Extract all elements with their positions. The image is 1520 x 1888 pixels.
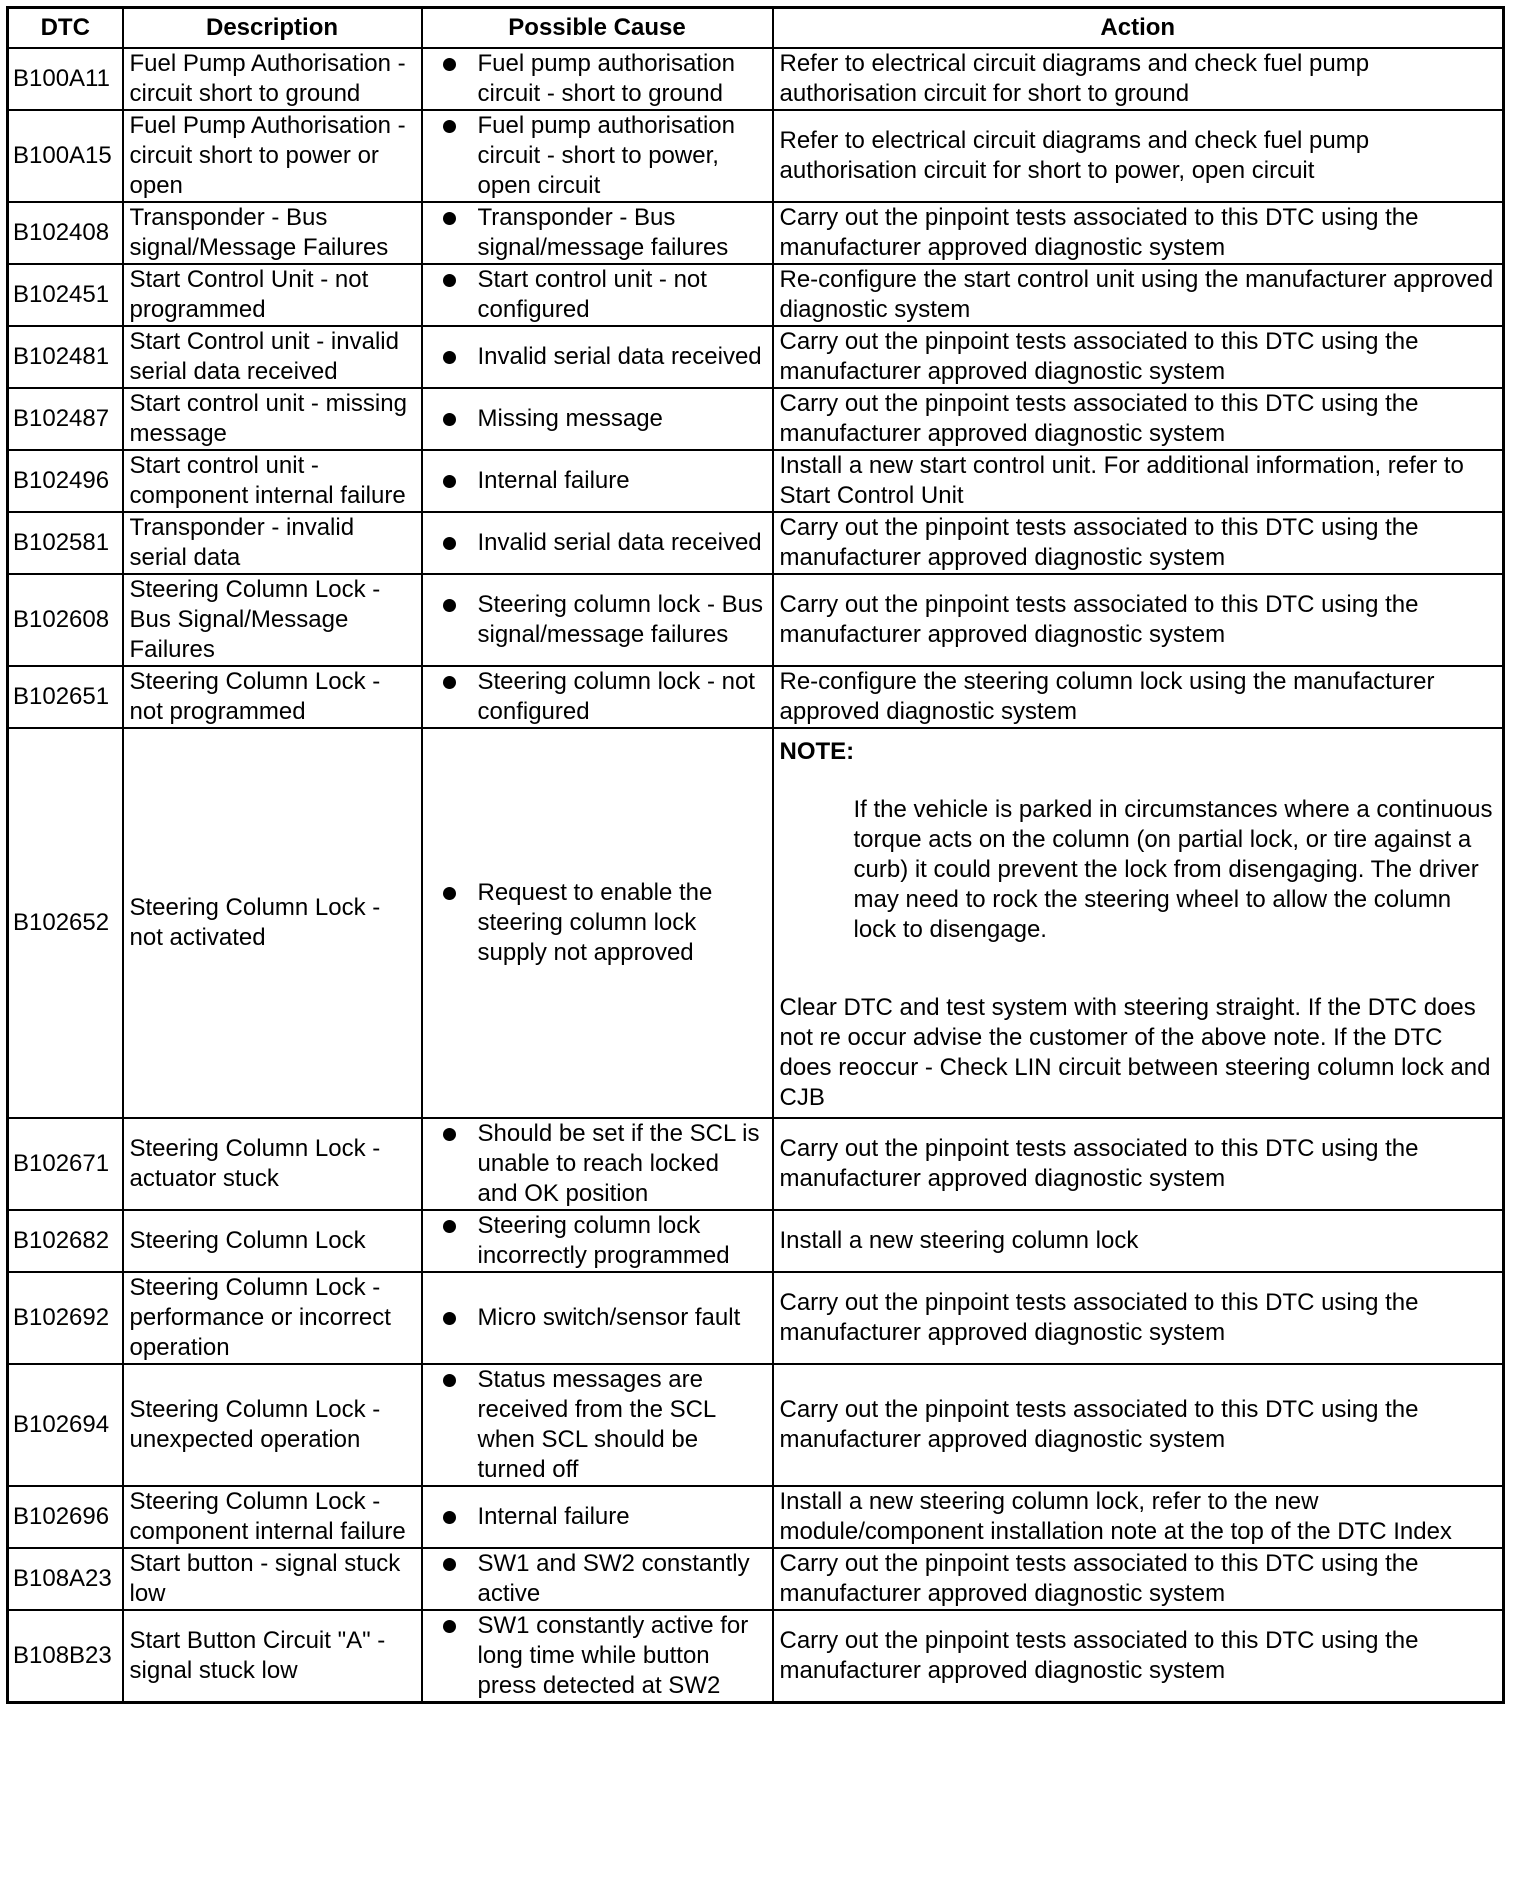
- dtc-description: Start button - signal stuck low: [123, 1548, 422, 1610]
- dtc-description: Start Button Circuit "A" - signal stuck low: [123, 1610, 422, 1703]
- bullet-icon: [443, 1312, 456, 1325]
- header-dtc: DTC: [8, 8, 123, 49]
- possible-cause: [422, 1118, 773, 1210]
- bullet-icon: [443, 351, 456, 364]
- possible-cause: [422, 1548, 773, 1610]
- dtc-code: B108B23: [8, 1610, 123, 1703]
- header-possible-cause: Possible Cause: [422, 8, 773, 49]
- table-row: [8, 388, 1504, 450]
- table-row: [8, 264, 1504, 326]
- dtc-code: B102451: [8, 264, 123, 326]
- action-text: Refer to electrical circuit diagrams and check fuel pump authorisation circuit for short to ground: [773, 48, 1504, 110]
- bullet-icon: [443, 274, 456, 287]
- cause-text: Fuel pump authorisation circuit - short to power, open circuit: [477, 112, 735, 199]
- cause-text: Start control unit - not configured: [477, 266, 707, 323]
- dtc-description: Steering Column Lock - performance or incorrect operation: [123, 1272, 422, 1364]
- bullet-icon: [443, 1558, 456, 1571]
- bullet-icon: [443, 475, 456, 488]
- dtc-code: B100A11: [8, 48, 123, 110]
- action-cell: [773, 728, 1504, 1118]
- bullet-icon: [443, 212, 456, 225]
- note-text: If the vehicle is parked in circumstances where a continuous torque acts on the column (on partial lock, or tire against a curb) it could prevent the lock from disengaging. The driver may need to rock the steering wheel to allow the column lock to disengage.: [853, 796, 1493, 943]
- bullet-icon: [443, 1374, 456, 1387]
- bullet-icon: [443, 1128, 456, 1141]
- action-text: Carry out the pinpoint tests associated to this DTC using the manufacturer approved diagnostic system: [773, 1118, 1504, 1210]
- dtc-code: B102651: [8, 666, 123, 728]
- action-text: Carry out the pinpoint tests associated to this DTC using the manufacturer approved diagnostic system: [773, 512, 1504, 574]
- header-description: Description: [123, 8, 422, 49]
- cause-text: Steering column lock - not configured: [477, 668, 755, 725]
- table-row: [8, 574, 1504, 666]
- cause-text: Micro switch/sensor fault: [477, 1304, 741, 1331]
- possible-cause: [422, 110, 773, 202]
- action-text: Carry out the pinpoint tests associated to this DTC using the manufacturer approved diagnostic system: [773, 1548, 1504, 1610]
- dtc-code: B102408: [8, 202, 123, 264]
- dtc-code: B102608: [8, 574, 123, 666]
- action-text: Carry out the pinpoint tests associated to this DTC using the manufacturer approved diagnostic system: [773, 1364, 1504, 1486]
- table-row: [8, 110, 1504, 202]
- cause-text: Status messages are received from the SCL when SCL should be turned off: [477, 1366, 716, 1483]
- possible-cause: [422, 1210, 773, 1272]
- dtc-description: Transponder - invalid serial data: [123, 512, 422, 574]
- table-row: [8, 512, 1504, 574]
- cause-text: SW1 and SW2 constantly active: [477, 1550, 750, 1607]
- possible-cause: [422, 1364, 773, 1486]
- action-text: Clear DTC and test system with steering straight. If the DTC does not re occur advise the customer of the above note. If the DTC does reoccur - Check LIN circuit between steering column lock and CJB: [779, 994, 1491, 1111]
- header-row: [8, 8, 1504, 49]
- dtc-table-sheet: [6, 6, 1502, 1704]
- table-row: [8, 48, 1504, 110]
- dtc-description: Start Control unit - invalid serial data received: [123, 326, 422, 388]
- table-row: [8, 1364, 1504, 1486]
- dtc-code: B102694: [8, 1364, 123, 1486]
- cause-text: Internal failure: [477, 1503, 630, 1530]
- table-row: [8, 202, 1504, 264]
- table-row: [8, 1486, 1504, 1548]
- action-text: Carry out the pinpoint tests associated to this DTC using the manufacturer approved diagnostic system: [773, 388, 1504, 450]
- bullet-icon: [443, 676, 456, 689]
- table-row: [8, 1210, 1504, 1272]
- action-text: Re-configure the start control unit using the manufacturer approved diagnostic system: [773, 264, 1504, 326]
- dtc-code: B102652: [8, 728, 123, 1118]
- dtc-code: B102487: [8, 388, 123, 450]
- dtc-code: B102481: [8, 326, 123, 388]
- bullet-icon: [443, 1620, 456, 1633]
- action-text: Install a new start control unit. For additional information, refer to Start Control Unit: [773, 450, 1504, 512]
- action-text: Carry out the pinpoint tests associated to this DTC using the manufacturer approved diagnostic system: [773, 1610, 1504, 1703]
- dtc-code: B102696: [8, 1486, 123, 1548]
- dtc-description: Steering Column Lock - component internal failure: [123, 1486, 422, 1548]
- cause-text: Steering column lock incorrectly programmed: [477, 1212, 730, 1269]
- possible-cause: [422, 202, 773, 264]
- dtc-description: Fuel Pump Authorisation - circuit short to ground: [123, 48, 422, 110]
- possible-cause: [422, 574, 773, 666]
- bullet-icon: [443, 537, 456, 550]
- action-text: Carry out the pinpoint tests associated to this DTC using the manufacturer approved diagnostic system: [773, 574, 1504, 666]
- dtc-description: Start control unit - component internal failure: [123, 450, 422, 512]
- dtc-description: Start Control Unit - not programmed: [123, 264, 422, 326]
- possible-cause: [422, 264, 773, 326]
- possible-cause: [422, 1610, 773, 1703]
- dtc-description: Steering Column Lock - Bus Signal/Message Failures: [123, 574, 422, 666]
- dtc-description: Fuel Pump Authorisation - circuit short to power or open: [123, 110, 422, 202]
- cause-text: Transponder - Bus signal/message failures: [477, 204, 729, 261]
- dtc-description: Start control unit - missing message: [123, 388, 422, 450]
- dtc-code: B102682: [8, 1210, 123, 1272]
- dtc-description: Steering Column Lock: [123, 1210, 422, 1272]
- cause-text: Steering column lock - Bus signal/message failures: [477, 591, 763, 648]
- possible-cause: [422, 728, 773, 1118]
- table-row: [8, 666, 1504, 728]
- table-row: [8, 1548, 1504, 1610]
- bullet-icon: [443, 1511, 456, 1524]
- header-action: Action: [773, 8, 1504, 49]
- action-text: Carry out the pinpoint tests associated to this DTC using the manufacturer approved diagnostic system: [773, 326, 1504, 388]
- cause-text: SW1 constantly active for long time while button press detected at SW2: [477, 1612, 749, 1699]
- dtc-code: B102581: [8, 512, 123, 574]
- cause-text: Missing message: [477, 405, 663, 432]
- bullet-icon: [443, 1220, 456, 1233]
- action-text: Re-configure the steering column lock using the manufacturer approved diagnostic system: [773, 666, 1504, 728]
- dtc-description: Steering Column Lock - not activated: [123, 728, 422, 1118]
- action-text: Carry out the pinpoint tests associated to this DTC using the manufacturer approved diagnostic system: [773, 1272, 1504, 1364]
- action-text: Install a new steering column lock: [773, 1210, 1504, 1272]
- cause-text: Should be set if the SCL is unable to reach locked and OK position: [477, 1120, 760, 1207]
- possible-cause: [422, 1272, 773, 1364]
- dtc-table: [6, 6, 1505, 1704]
- action-text: Refer to electrical circuit diagrams and check fuel pump authorisation circuit for short to power, open circuit: [773, 110, 1504, 202]
- possible-cause: [422, 512, 773, 574]
- possible-cause: [422, 450, 773, 512]
- note-title: NOTE:: [779, 738, 855, 765]
- possible-cause: [422, 666, 773, 728]
- action-text: Install a new steering column lock, refer to the new module/component installation note at the top of the DTC Index: [773, 1486, 1504, 1548]
- action-text: Carry out the pinpoint tests associated to this DTC using the manufacturer approved diagnostic system: [773, 202, 1504, 264]
- cause-text: Fuel pump authorisation circuit - short to ground: [477, 50, 735, 107]
- dtc-code: B100A15: [8, 110, 123, 202]
- table-row: [8, 1610, 1504, 1703]
- dtc-description: Transponder - Bus signal/Message Failures: [123, 202, 422, 264]
- dtc-code: B102671: [8, 1118, 123, 1210]
- dtc-code: B102692: [8, 1272, 123, 1364]
- possible-cause: [422, 1486, 773, 1548]
- possible-cause: [422, 48, 773, 110]
- bullet-icon: [443, 58, 456, 71]
- table-row: [8, 326, 1504, 388]
- bullet-icon: [443, 120, 456, 133]
- dtc-code: B102496: [8, 450, 123, 512]
- bullet-icon: [443, 599, 456, 612]
- cause-text: Internal failure: [477, 467, 630, 494]
- table-row: [8, 1272, 1504, 1364]
- table-row: [8, 1118, 1504, 1210]
- bullet-icon: [443, 887, 456, 900]
- dtc-description: Steering Column Lock - actuator stuck: [123, 1118, 422, 1210]
- dtc-description: Steering Column Lock - unexpected operation: [123, 1364, 422, 1486]
- dtc-description: Steering Column Lock - not programmed: [123, 666, 422, 728]
- possible-cause: [422, 326, 773, 388]
- table-row-note: [8, 728, 1504, 1118]
- cause-text: Request to enable the steering column lock supply not approved: [477, 879, 713, 966]
- bullet-icon: [443, 413, 456, 426]
- cause-text: Invalid serial data received: [477, 343, 762, 370]
- cause-text: Invalid serial data received: [477, 529, 762, 556]
- dtc-code: B108A23: [8, 1548, 123, 1610]
- possible-cause: [422, 388, 773, 450]
- table-row: [8, 450, 1504, 512]
